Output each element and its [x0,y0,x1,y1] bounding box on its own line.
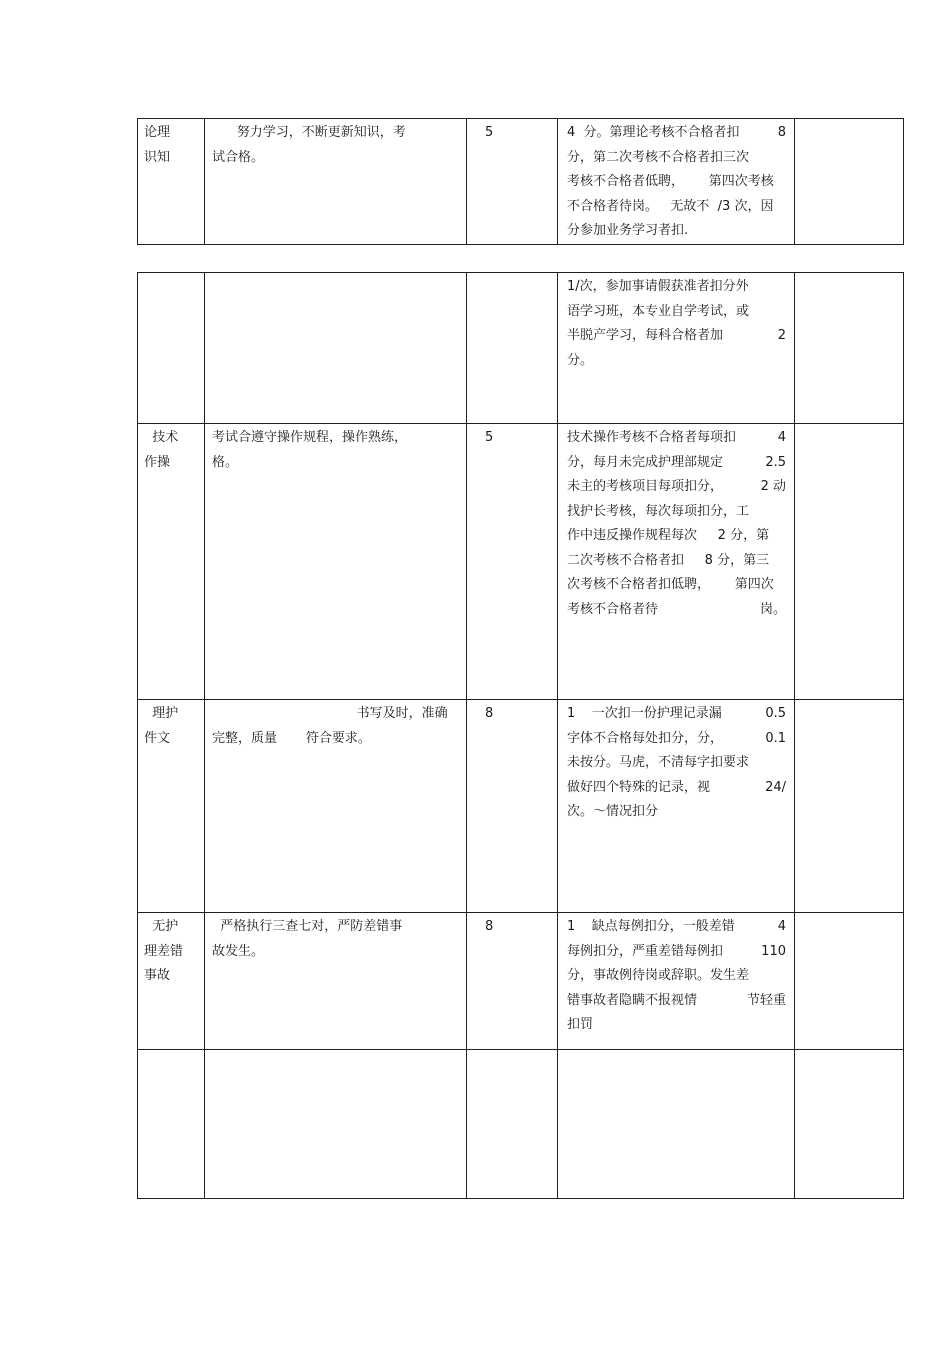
points-cell [467,119,558,245]
points-value: 8 [485,919,494,934]
scoring-rule-cell [558,119,795,245]
category-label-line: 事故 [144,968,171,983]
scoring-rule-cell [558,700,795,913]
category-label-line: 技术 [144,430,179,445]
requirement-text-line: 努力学习，不断更新知识，考 [212,125,406,140]
remarks-cell [795,424,904,700]
scoring-rule-fragment: 半脱产学习，每科合格者加 [567,328,724,343]
requirement-cell [205,424,467,700]
scoring-rule-line: 分，第二次考核不合格者扣三次 [567,149,750,165]
requirement-text-line: 故发生。 [212,943,265,959]
requirement-cell [205,1050,467,1199]
category-label-line: 识知 [144,149,171,165]
scoring-rule-line [567,598,792,623]
requirement-cell [205,913,467,1050]
scoring-rule-line [567,121,792,146]
category-cell [138,424,205,700]
category-cell [138,273,205,424]
scoring-rule-fragment: 技术操作考核不合格者每项扣 [567,430,737,445]
category-cell [138,700,205,913]
scoring-rule-cell [558,424,795,700]
scoring-rule-fragment: 每例扣分，严重差错每例扣 [567,943,724,959]
scoring-rule-fragment: 2 [777,328,786,343]
table-row [138,913,904,1050]
scoring-rule-fragment: 考核不合格者待 [567,601,659,617]
scoring-rule-fragment: 2.5 [765,454,786,470]
scoring-rule-cell [558,1050,795,1199]
table-row [138,273,904,424]
scoring-rule-fragment: 8 [777,125,786,140]
scoring-rule-cell [558,913,795,1050]
scoring-rule-fragment: 节轻重 [746,992,786,1008]
assessment-table-part-1 [137,118,904,245]
category-label-line: 论理 [144,125,171,140]
assessment-table-part-2 [137,272,904,1199]
scoring-rule-line: 次。～情况扣分 [567,804,659,819]
scoring-rule-line: 语学习班，本专业自学考试，或 [567,303,750,319]
scoring-rule-line: 分。 [567,352,594,368]
scoring-rule-fragment: 字体不合格每处扣分，分， [567,730,724,746]
scoring-rule-line: 二次考核不合格者扣 8 分，第三 [567,552,770,568]
requirement-text-line: 严格执行三查七对，严防差错事 [212,919,403,934]
points-cell [467,913,558,1050]
scoring-rule-line: 1/次，参加事请假获准者扣分外 [567,279,749,294]
scoring-rule-line: 作中违反操作规程每次 2 分，第 [567,528,770,543]
requirement-text-line: 书写及时，准确 [212,706,448,721]
table-row [138,424,904,700]
scoring-rule-fragment: 0.5 [765,706,786,721]
scoring-rule-line [567,989,792,1014]
remarks-cell [795,700,904,913]
scoring-rule-fragment: 0.1 [765,730,786,746]
points-cell [467,1050,558,1199]
scoring-rule-line: 次考核不合格者扣低聘， 第四次 [567,577,774,592]
scoring-rule-line [567,426,792,451]
scoring-rule-line: 未按分。马虎，不清每字扣要求 [567,755,750,770]
requirement-text-line: 试合格。 [212,149,265,165]
category-label-line: 件文 [144,730,171,746]
points-value: 8 [485,706,494,721]
points-cell [467,700,558,913]
scoring-rule-line: 考核不合格者低聘， 第四次考核 [567,174,774,189]
scoring-rule-line: 分参加业务学习者扣. [567,223,689,238]
remarks-cell [795,119,904,245]
category-cell [138,119,205,245]
requirement-cell [205,273,467,424]
scoring-rule-fragment: 24/ [765,779,786,795]
requirement-text-line: 完整，质量 符合要求。 [212,730,371,746]
scoring-rule-fragment: 110 [761,943,786,959]
scoring-rule-line [567,915,792,940]
scoring-rule-line: 扣罚 [567,1017,594,1032]
points-value: 5 [485,125,494,140]
scoring-rule-line: 分，事故例待岗或辞职。发生差 [567,968,750,983]
scoring-rule-fragment: 4 [777,430,786,445]
scoring-rule-fragment: 2 动 [760,479,786,494]
scoring-rule-fragment: 1 一次扣一份护理记录漏 [567,706,722,721]
scoring-rule-line [567,702,792,727]
scoring-rule-line [567,475,792,500]
scoring-rule-line: 不合格者待岗。 无故不 /3 次，因 [567,198,774,214]
scoring-rule-line: 找护长考核，每次每项扣分，工 [567,503,750,519]
points-value: 5 [485,430,494,445]
scoring-rule-cell [558,273,795,424]
requirement-cell [205,700,467,913]
remarks-cell [795,1050,904,1199]
scoring-rule-fragment: 4 分。第理论考核不合格者扣 [567,125,740,140]
scoring-rule-line [567,324,792,349]
scoring-rule-line [567,776,792,801]
remarks-cell [795,913,904,1050]
scoring-rule-line [567,727,792,752]
scoring-rule-fragment: 1 缺点每例扣分，一般差错 [567,919,735,934]
category-label-line: 理护 [144,706,179,721]
scoring-rule-fragment: 分，每月未完成护理部规定 [567,454,724,470]
scoring-rule-fragment: 未主的考核项目每项扣分， [567,479,724,494]
points-cell [467,273,558,424]
requirement-text-line: 格。 [212,454,239,470]
category-label-line: 无护 [144,919,179,934]
scoring-rule-fragment: 岗。 [759,601,786,617]
remarks-cell [795,273,904,424]
scoring-rule-fragment: 做好四个特殊的记录，视 [567,779,711,795]
scoring-rule-line [567,451,792,476]
requirement-text-line: 考试合遵守操作规程，操作熟练， [212,430,408,445]
category-label-line: 作操 [144,454,171,470]
scoring-rule-fragment: 4 [777,919,786,934]
category-label-line: 理差错 [144,943,184,959]
points-cell [467,424,558,700]
scoring-rule-line [567,940,792,965]
table-row [138,1050,904,1199]
category-cell [138,1050,205,1199]
requirement-cell [205,119,467,245]
category-cell [138,913,205,1050]
table-row [138,700,904,913]
table-row [138,119,904,245]
scoring-rule-fragment: 错事故者隐瞒不报视情 [567,992,698,1008]
